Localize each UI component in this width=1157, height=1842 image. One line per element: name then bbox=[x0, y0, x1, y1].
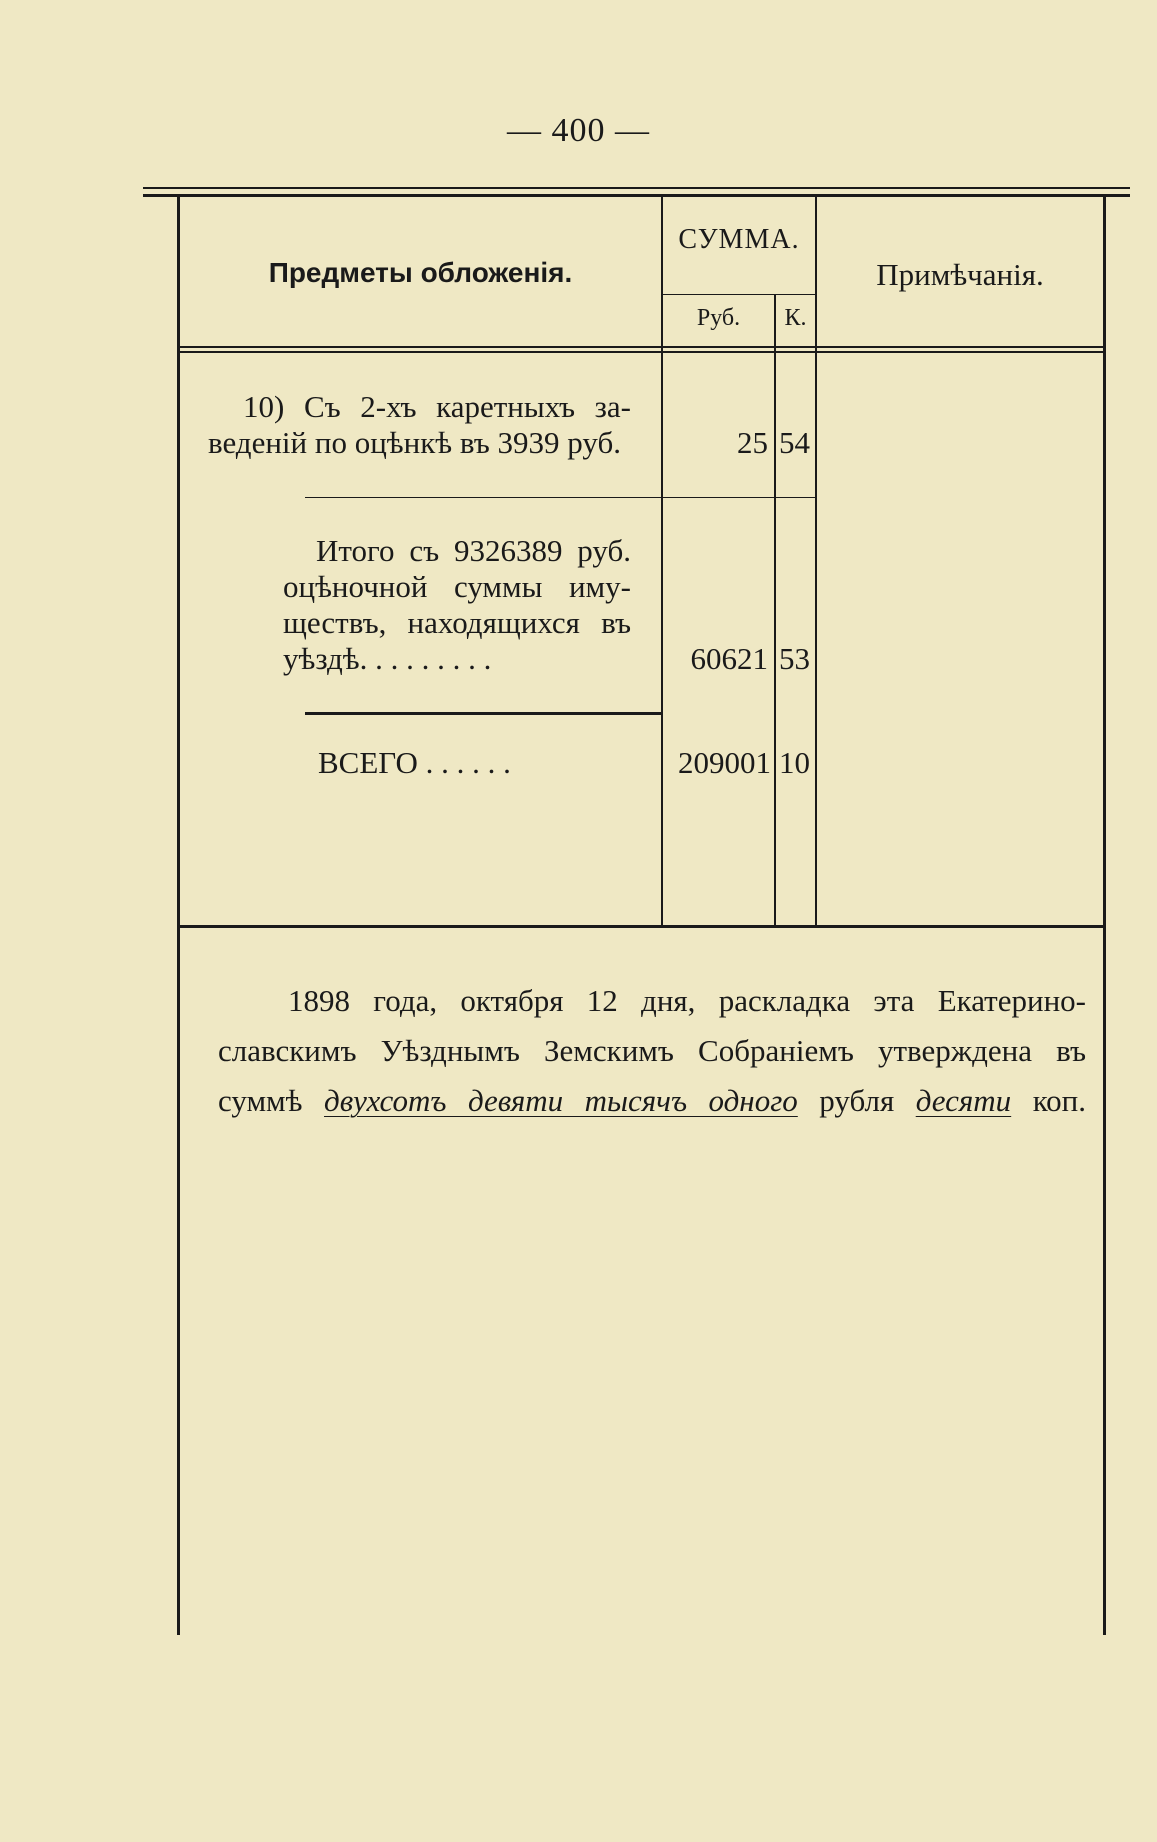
row-rub: 60621 bbox=[690, 641, 768, 676]
top-rule-thick bbox=[143, 194, 1130, 197]
sum-header-rule bbox=[663, 294, 815, 295]
row-text-line: ВСЕГО . . . . . . bbox=[318, 745, 511, 780]
header-rule bbox=[180, 346, 1103, 348]
closing-line: 1898 года, октября 12 дня, раскладка эта Екатерино- bbox=[288, 983, 1086, 1018]
col-sep-kop bbox=[774, 295, 776, 925]
row-kop: 54 bbox=[779, 425, 810, 460]
row-rule-2 bbox=[305, 712, 663, 715]
body-bottom-rule bbox=[180, 925, 1103, 928]
row-text-line: веденій по оцѣнкѣ въ 3939 руб. bbox=[208, 425, 621, 460]
row-text-line: 10) Съ 2-хъ каретныхъ за- bbox=[243, 389, 631, 424]
header-subjects: Предметы обложенія. bbox=[268, 257, 573, 288]
closing-line: славскимъ Уѣзднымъ Земскимъ Собраніемъ утверждена въ bbox=[218, 1033, 1086, 1068]
row-rub: 209001 bbox=[678, 745, 771, 780]
row-text-line: ществъ, находящихся въ bbox=[283, 605, 631, 640]
row-kop: 10 bbox=[779, 745, 810, 780]
closing-line-3 bbox=[218, 1076, 1086, 1126]
closing-text: рубля bbox=[819, 1083, 895, 1118]
header-sum: СУММА. bbox=[678, 224, 800, 255]
row-text-line: Итого съ 9326389 руб. bbox=[316, 533, 631, 568]
col-sep-notes bbox=[815, 197, 817, 925]
row-kop: 53 bbox=[779, 641, 810, 676]
header-rule-2 bbox=[180, 351, 1103, 353]
closing-kopeks-words: десяти bbox=[915, 1083, 1012, 1118]
page-number: — 400 — bbox=[507, 112, 650, 149]
closing-text: суммѣ bbox=[218, 1083, 303, 1118]
top-rule bbox=[143, 187, 1130, 189]
row-rule-1 bbox=[305, 497, 815, 498]
closing-paragraph bbox=[218, 976, 1086, 1126]
closing-amount-words: двухсотъ девяти тысячъ одного bbox=[324, 1083, 798, 1118]
right-border bbox=[1103, 197, 1106, 1635]
header-notes: Примѣчанія. bbox=[876, 257, 1044, 292]
header-rub: Руб. bbox=[696, 305, 741, 331]
row-text-line: уѣздѣ. . . . . . . . . bbox=[283, 641, 492, 676]
closing-text: коп. bbox=[1032, 1083, 1087, 1118]
header-kop: К. bbox=[784, 305, 807, 331]
left-border bbox=[177, 197, 180, 1635]
row-text-line: оцѣночной суммы иму- bbox=[283, 569, 631, 604]
row-rub: 25 bbox=[737, 425, 768, 460]
